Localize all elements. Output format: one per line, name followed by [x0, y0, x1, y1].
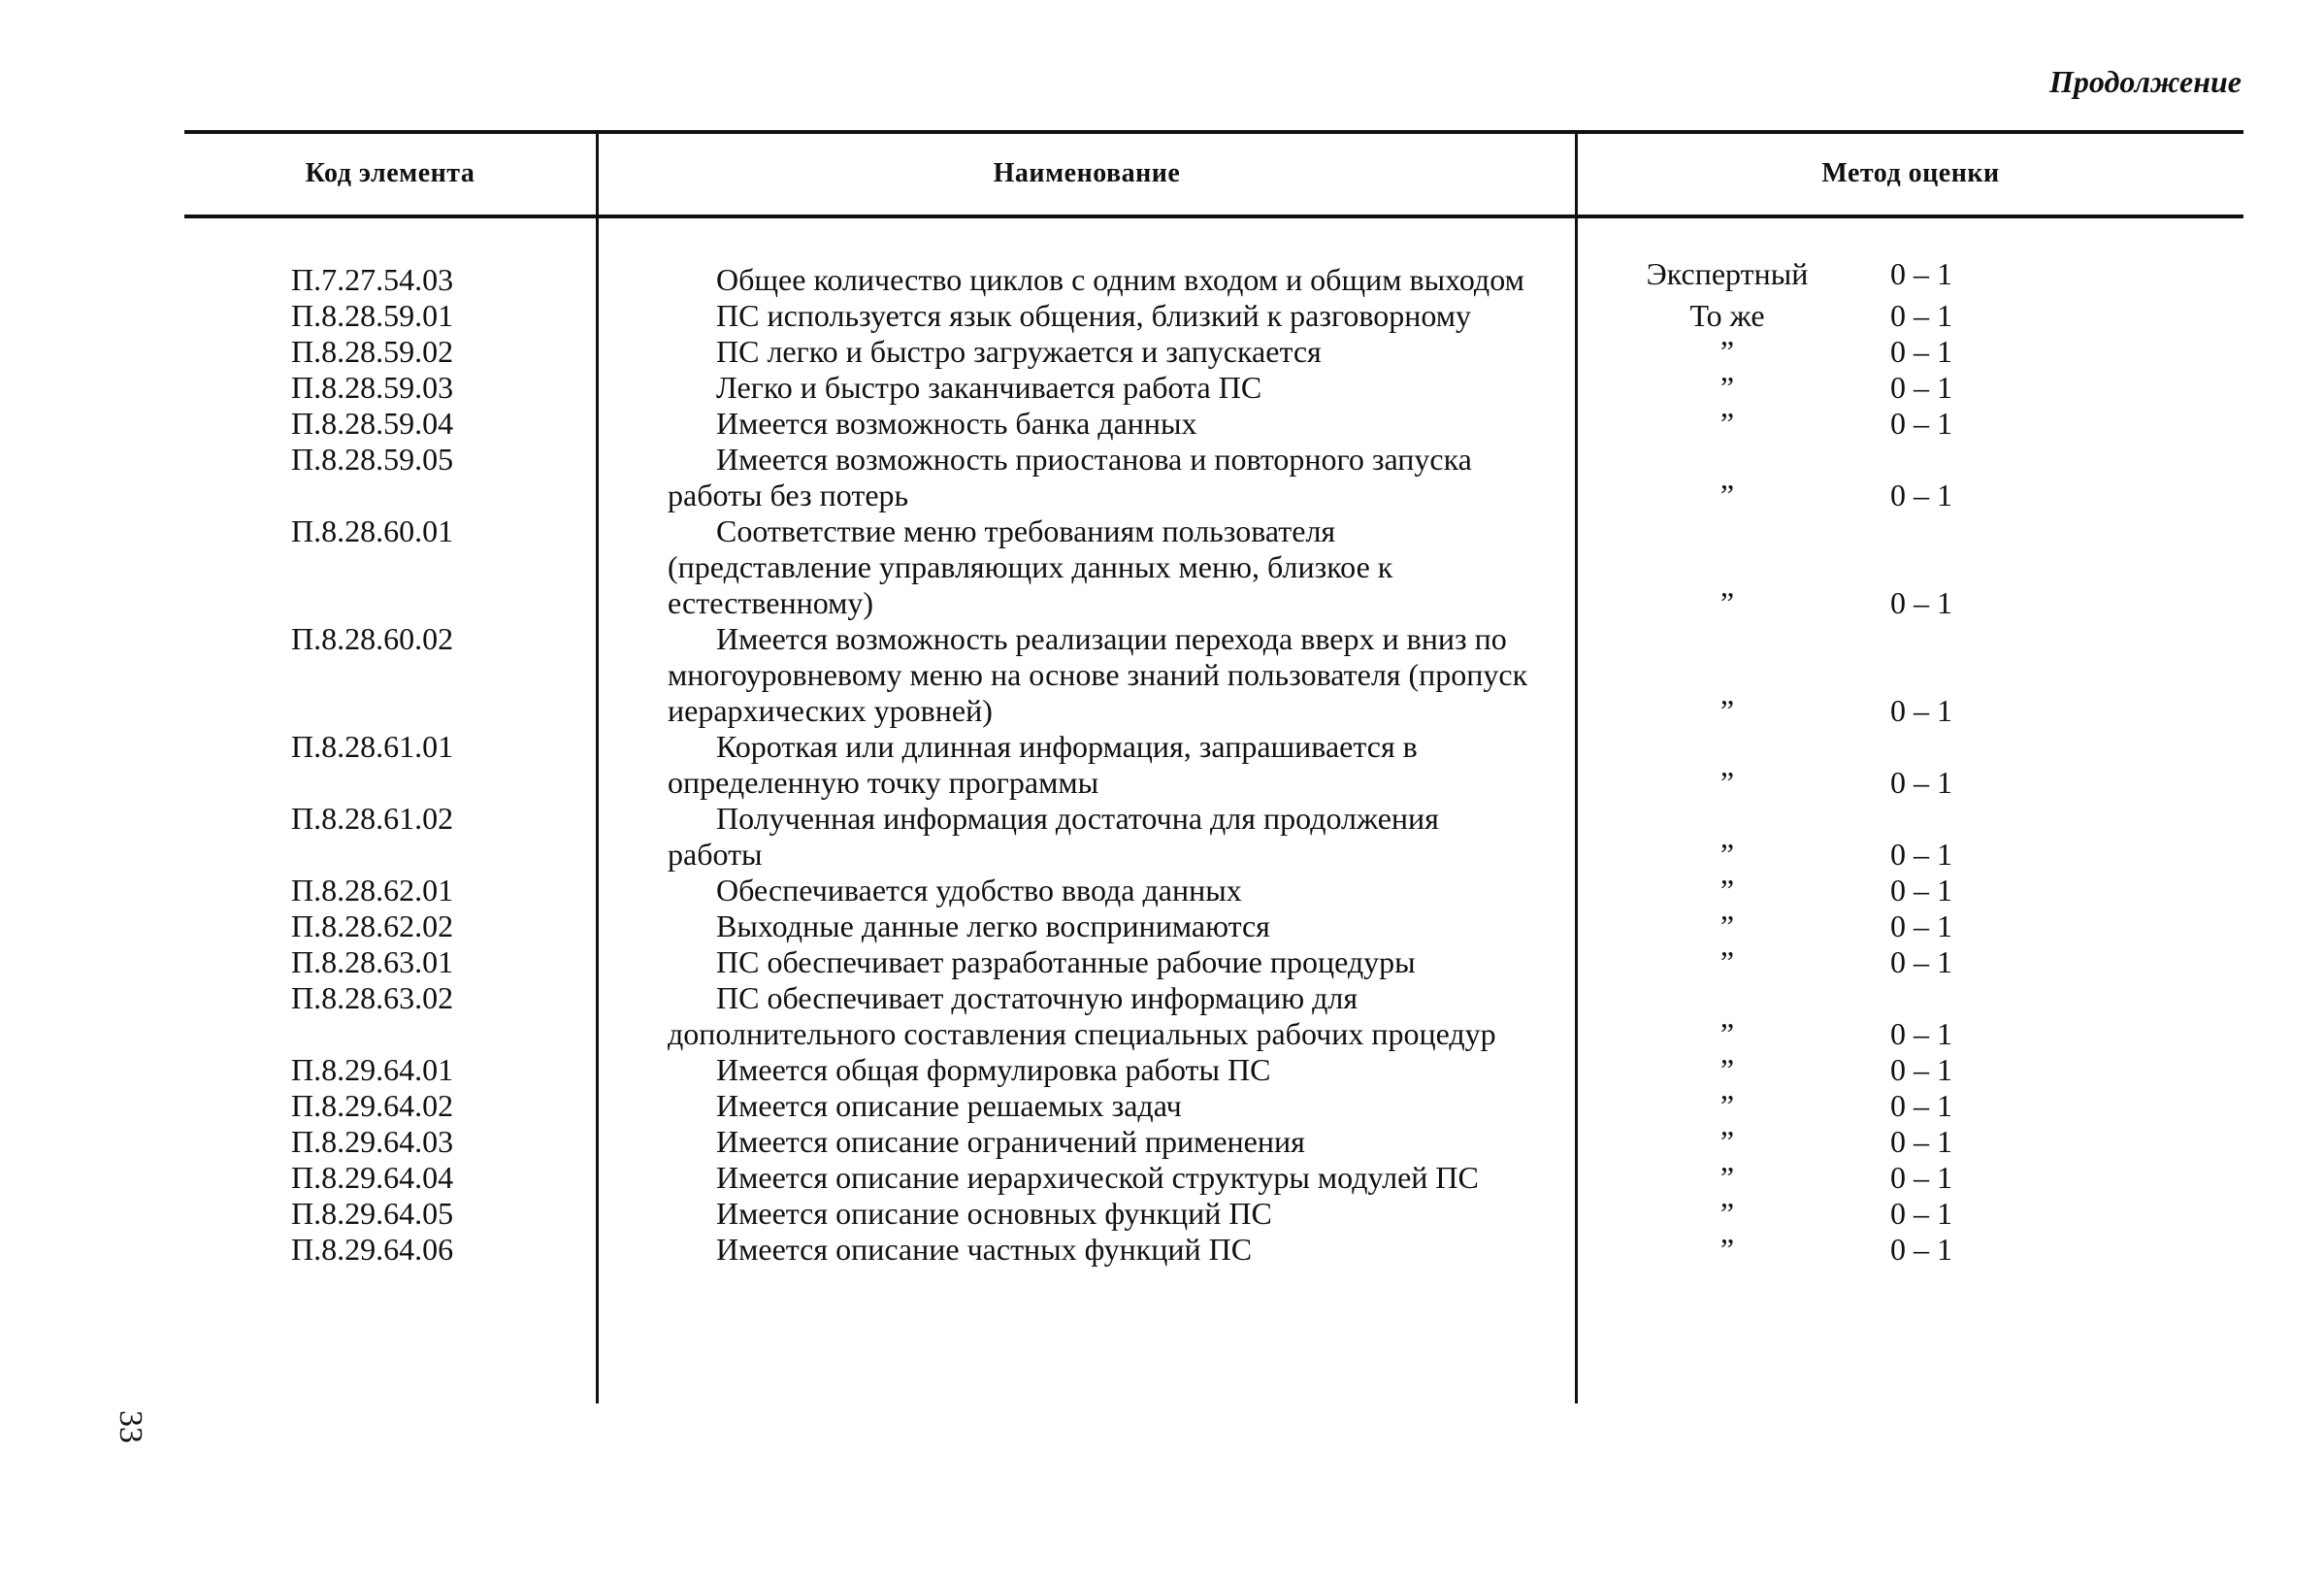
- element-name: Полученная информация достаточна для продолжения работы: [668, 801, 1439, 872]
- table-row: [0, 1124, 2324, 1160]
- element-name: Обеспечивается удобство ввода данных: [716, 873, 1242, 908]
- score-range: 0 – 1: [1890, 1052, 1952, 1087]
- element-name: Имеется возможность реализации перехода вверх и вниз по многоуровневому меню на основе знаний пользователя (пропуск иерархических уровней): [668, 621, 1528, 728]
- element-code: П.8.28.59.01: [291, 298, 454, 333]
- element-code: П.8.28.63.01: [291, 944, 454, 979]
- element-code: П.8.29.64.05: [291, 1196, 454, 1231]
- method-label: ”: [1719, 334, 1735, 369]
- score-cell: [0, 873, 2324, 908]
- table-row: [0, 442, 2324, 513]
- table-row: [0, 944, 2324, 980]
- element-code: П.8.28.60.01: [291, 513, 454, 548]
- element-name: Соответствие меню требованиям пользователя (представление управляющих данных меню, близкое к естественному): [668, 513, 1393, 620]
- element-code: П.8.28.59.03: [291, 370, 454, 405]
- element-code: П.8.29.64.03: [291, 1124, 454, 1159]
- score-range: 0 – 1: [1890, 837, 1952, 872]
- score-cell: [0, 1052, 2324, 1088]
- table-row: [0, 1160, 2324, 1196]
- score-range: 0 – 1: [1890, 370, 1952, 405]
- score-cell: [0, 765, 2324, 801]
- method-label: Экспертный: [1646, 256, 1809, 291]
- element-code: П.8.28.62.02: [291, 908, 454, 943]
- element-name: Имеется возможность банка данных: [716, 406, 1197, 441]
- element-code: П.8.29.64.01: [291, 1052, 454, 1087]
- method-label: ”: [1719, 585, 1735, 620]
- score-cell: [0, 837, 2324, 873]
- score-cell: [0, 908, 2324, 944]
- score-cell: [0, 1088, 2324, 1124]
- element-code: П.8.29.64.02: [291, 1088, 454, 1123]
- element-name: Имеется описание иерархической структуры модулей ПС: [716, 1160, 1479, 1195]
- score-range: 0 – 1: [1890, 944, 1952, 979]
- table-row: [0, 406, 2324, 442]
- table-row: [0, 1052, 2324, 1088]
- score-range: 0 – 1: [1890, 765, 1952, 800]
- table-body: [0, 256, 2324, 1268]
- method-label: ”: [1719, 1124, 1735, 1159]
- method-label: ”: [1719, 944, 1735, 979]
- element-code: П.8.28.62.01: [291, 873, 454, 908]
- method-label: ”: [1719, 693, 1735, 728]
- score-cell: [0, 693, 2324, 729]
- element-code: П.8.28.59.04: [291, 406, 454, 441]
- method-label: ”: [1719, 1232, 1735, 1267]
- score-range: 0 – 1: [1890, 478, 1952, 512]
- element-code: П.8.28.61.01: [291, 729, 454, 764]
- element-code: П.8.28.63.02: [291, 980, 454, 1015]
- score-range: 0 – 1: [1890, 1160, 1952, 1195]
- score-cell: [0, 1232, 2324, 1268]
- header-method: Метод оценки: [1821, 158, 2000, 188]
- method-label: ”: [1719, 873, 1735, 908]
- method-label: ”: [1719, 1016, 1735, 1051]
- element-name: Общее количество циклов с одним входом и общим выходом: [716, 262, 1524, 297]
- element-name: Имеется описание основных функций ПС: [716, 1196, 1272, 1231]
- table-header-rule: [184, 214, 2243, 218]
- element-code: П.8.28.59.02: [291, 334, 454, 369]
- element-name: Легко и быстро заканчивается работа ПС: [716, 370, 1262, 405]
- table-row: [0, 873, 2324, 908]
- element-name: Имеется описание решаемых задач: [716, 1088, 1182, 1123]
- score-cell: [0, 256, 2324, 292]
- score-range: 0 – 1: [1890, 873, 1952, 908]
- score-cell: [0, 478, 2324, 513]
- table-row: [0, 513, 2324, 621]
- table-row: [0, 908, 2324, 944]
- element-code: П.7.27.54.03: [291, 262, 454, 297]
- header-code: Код элемента: [305, 158, 475, 188]
- score-cell: [0, 334, 2324, 370]
- score-range: 0 – 1: [1890, 1088, 1952, 1123]
- table-row: [0, 334, 2324, 370]
- score-range: 0 – 1: [1890, 256, 1952, 291]
- page-number: 33: [113, 1410, 148, 1443]
- score-range: 0 – 1: [1890, 334, 1952, 369]
- score-cell: [0, 1160, 2324, 1196]
- score-cell: [0, 944, 2324, 980]
- score-cell: [0, 1016, 2324, 1052]
- score-cell: [0, 370, 2324, 406]
- element-name: Имеется описание ограничений применения: [716, 1124, 1305, 1159]
- element-name: Выходные данные легко воспринимаются: [716, 908, 1270, 943]
- continuation-label: Продолжение: [2049, 64, 2242, 99]
- score-cell: [0, 585, 2324, 621]
- element-code: П.8.28.60.02: [291, 621, 454, 656]
- method-label: ”: [1719, 1088, 1735, 1123]
- score-range: 0 – 1: [1890, 693, 1952, 728]
- table-row: [0, 801, 2324, 873]
- score-range: 0 – 1: [1890, 908, 1952, 943]
- element-name: ПС легко и быстро загружается и запускается: [716, 334, 1322, 369]
- score-range: 0 – 1: [1890, 1124, 1952, 1159]
- header-name: Наименование: [993, 158, 1181, 188]
- table-row: [0, 370, 2324, 406]
- element-code: П.8.28.59.05: [291, 442, 454, 477]
- method-label: ”: [1719, 1196, 1735, 1231]
- score-range: 0 – 1: [1890, 1016, 1952, 1051]
- score-cell: [0, 406, 2324, 442]
- element-code: П.8.29.64.04: [291, 1160, 454, 1195]
- element-name: ПС используется язык общения, близкий к разговорному: [716, 298, 1471, 333]
- method-label: ”: [1719, 370, 1735, 405]
- method-label: ”: [1719, 837, 1735, 872]
- element-name: Имеется общая формулировка работы ПС: [716, 1052, 1271, 1087]
- score-range: 0 – 1: [1890, 298, 1952, 333]
- method-label: То же: [1689, 298, 1765, 333]
- table-row: [0, 256, 2324, 298]
- method-label: ”: [1719, 908, 1735, 943]
- score-range: 0 – 1: [1890, 1232, 1952, 1267]
- method-label: ”: [1719, 406, 1735, 441]
- element-name: Короткая или длинная информация, запрашивается в определенную точку программы: [668, 729, 1418, 800]
- element-name: ПС обеспечивает достаточную информацию для дополнительного составления специальных рабочих процедур: [668, 980, 1496, 1051]
- table-row: [0, 1232, 2324, 1268]
- table-row: [0, 980, 2324, 1052]
- score-range: 0 – 1: [1890, 1196, 1952, 1231]
- method-label: ”: [1719, 765, 1735, 800]
- table-row: [0, 1088, 2324, 1124]
- method-label: ”: [1719, 1160, 1735, 1195]
- score-cell: [0, 298, 2324, 334]
- score-range: 0 – 1: [1890, 585, 1952, 620]
- table-row: [0, 621, 2324, 729]
- element-code: П.8.29.64.06: [291, 1232, 454, 1267]
- table-row: [0, 1196, 2324, 1232]
- element-name: ПС обеспечивает разработанные рабочие процедуры: [716, 944, 1416, 979]
- method-label: ”: [1719, 1052, 1735, 1087]
- score-range: 0 – 1: [1890, 406, 1952, 441]
- element-name: Имеется возможность приостанова и повторного запуска работы без потерь: [668, 442, 1472, 512]
- score-cell: [0, 1196, 2324, 1232]
- table-row: [0, 298, 2324, 334]
- method-label: ”: [1719, 478, 1735, 512]
- element-code: П.8.28.61.02: [291, 801, 454, 836]
- score-cell: [0, 1124, 2324, 1160]
- table-row: [0, 729, 2324, 801]
- element-name: Имеется описание частных функций ПС: [716, 1232, 1253, 1267]
